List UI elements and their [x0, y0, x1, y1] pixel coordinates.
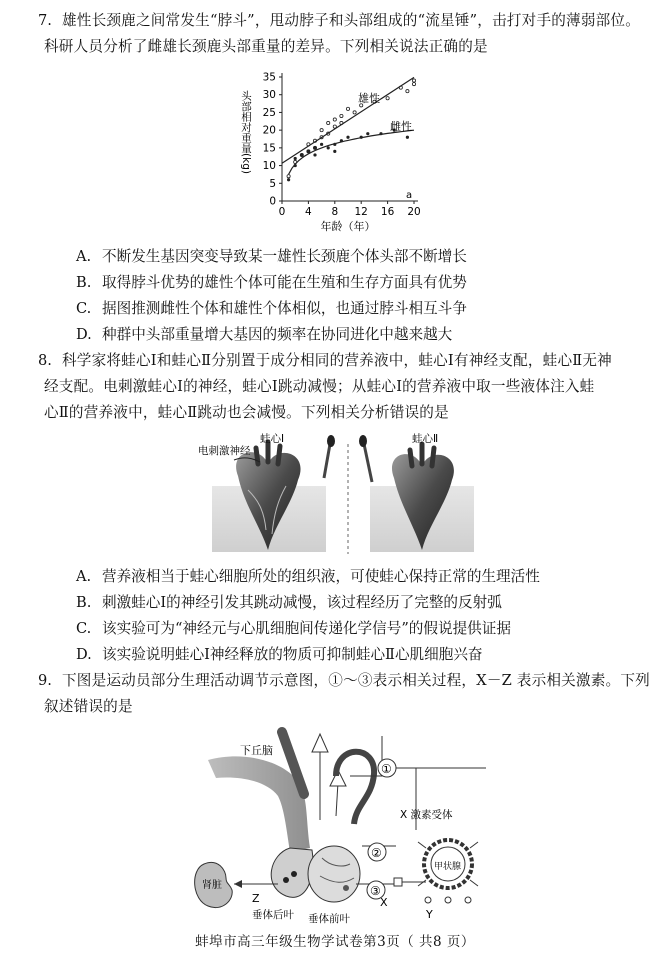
page-footer: 蚌埠市高三年级生物学试卷第3页（ 共8 页） [195, 934, 475, 950]
female-data-point [313, 153, 316, 156]
option-text: 该实验说明蛙心Ⅰ神经释放的物质可抑制蛙心Ⅱ心肌细胞兴奋 [102, 646, 483, 663]
female-data-point [406, 136, 409, 139]
option-text: 取得脖斗优势的雄性个体可能在生殖和生存方面具有优势 [102, 274, 467, 291]
y-tick-label: 5 [269, 177, 276, 190]
series-label-male: 雄性 [358, 92, 380, 105]
x-tick-label: 0 [278, 206, 286, 218]
kidney-label: 肾脏 [202, 880, 222, 891]
male-data-point [340, 114, 343, 117]
option-label: C. [76, 300, 92, 317]
option-text: 营养液相当于蛙心细胞所处的组织液，可使蛙心保持正常的生理活性 [102, 568, 540, 585]
upward-arrow-icon [312, 734, 328, 820]
female-data-point [333, 150, 336, 153]
x-tick-label: 8 [331, 206, 339, 218]
q8-option-b[interactable] [76, 594, 502, 612]
q7-option-c[interactable] [76, 300, 467, 318]
option-text: 种群中头部重量增大基因的频率在协同进化中越来越大 [102, 326, 453, 343]
q9-stem-line2: 叙述错误的是 [44, 698, 133, 715]
x-tick-label: 20 [407, 206, 421, 218]
male-data-point [287, 175, 290, 178]
option-text: 据图推测雌性个体和雄性个体相似，也通过脖斗相互斗争 [102, 300, 467, 317]
female-data-point [287, 178, 290, 181]
female-data-point [300, 153, 303, 156]
option-text: 不断发生基因突变导致某一雄性长颈鹿个体头部不断增长 [102, 248, 467, 265]
receptor-label: X 激素受体 [400, 809, 453, 821]
y-label: Y [426, 908, 433, 921]
y-tick-label: 25 [262, 106, 276, 119]
hypothalamus-label: 下丘脑 [240, 744, 273, 757]
z-label: Z [252, 892, 260, 905]
option-text: 刺激蛙心Ⅰ的神经引发其跳动减慢，该过程经历了完整的反射弧 [102, 594, 502, 611]
q7-stem-line2: 科研人员分析了雌雄长颈鹿头部重量的差异。下列相关说法正确的是 [44, 38, 488, 55]
option-label: A. [76, 568, 92, 585]
x-tick-label: 4 [305, 206, 312, 218]
x-tick-label: 12 [354, 206, 368, 218]
male-data-point [412, 79, 415, 82]
male-data-point [406, 90, 409, 93]
step-1-label: ① [381, 762, 392, 776]
label-stimulate-nerve: 电刺激神经 [198, 445, 251, 457]
male-data-point [327, 121, 330, 124]
female-data-point [327, 146, 330, 149]
q8-stem-line1: 科学家将蛙心Ⅰ和蛙心Ⅱ分别置于成分相同的营养液中，蛙心Ⅰ有神经支配，蛙心Ⅱ无神 [62, 352, 612, 369]
q8-option-c[interactable] [76, 620, 511, 638]
male-data-point [346, 107, 349, 110]
y-tick-label: 35 [262, 71, 276, 84]
chart-annotation: a [406, 190, 413, 201]
anterior-pituitary-label: 垂体前叶 [308, 913, 350, 924]
chart-xlabel: 年龄（年） [320, 220, 376, 233]
q7-option-b[interactable] [76, 274, 467, 292]
female-data-point [346, 136, 349, 139]
female-data-point [313, 146, 316, 149]
label-heart-2: 蛙心Ⅱ [412, 433, 439, 445]
y-tick-label: 20 [262, 124, 276, 137]
dropper-1-icon [324, 435, 335, 478]
female-data-point [366, 132, 369, 135]
label-heart-1: 蛙心Ⅰ [260, 433, 285, 445]
option-label: B. [76, 594, 92, 611]
y-tick-label: 10 [262, 160, 276, 173]
q7-option-d[interactable] [76, 326, 452, 344]
male-data-point [386, 97, 389, 100]
pituitary-anterior-shape [308, 846, 360, 902]
female-data-point [294, 157, 297, 160]
option-label: B. [76, 274, 92, 291]
female-data-point [320, 143, 323, 146]
posterior-pituitary-label: 垂体后叶 [252, 909, 294, 921]
thyroid-label: 甲状腺 [434, 862, 462, 872]
q8-stem-line3: 心Ⅱ的营养液中，蛙心Ⅱ跳动也会减慢。下列相关分析错误的是 [44, 404, 449, 421]
option-text: 该实验可为“神经元与心肌细胞间传递化学信号”的假说提供证据 [102, 620, 511, 637]
female-data-point [307, 150, 310, 153]
hormone-regulation-figure [186, 724, 496, 924]
male-data-point [333, 118, 336, 121]
upward-arrow-icon [330, 770, 346, 816]
step-3-label: ③ [370, 884, 381, 898]
q8-stem-line2: 经支配。电刺激蛙心Ⅰ的神经，蛙心Ⅰ跳动减慢；从蛙心Ⅰ的营养液中取一些液体注入蛙 [44, 378, 595, 395]
option-label: D. [76, 646, 92, 663]
male-data-point [320, 129, 323, 132]
option-label: C. [76, 620, 92, 637]
y-tick-label: 15 [262, 142, 276, 155]
q7-scatter-chart [232, 64, 432, 236]
q9-number: 9. [38, 672, 52, 689]
male-data-point [412, 82, 415, 85]
q7-stem-line1: 雄性长颈鹿之间常发生“脖斗”，甩动脖子和头部组成的“流星锤”，击打对手的薄弱部位。 [62, 12, 641, 29]
option-label: A. [76, 248, 92, 265]
q7-option-a[interactable] [76, 248, 467, 266]
y-tick-label: 0 [269, 195, 276, 208]
option-label: D. [76, 326, 92, 343]
q8-option-a[interactable] [76, 568, 540, 586]
male-data-point [353, 111, 356, 114]
y-tick-label: 30 [262, 89, 276, 102]
q7-number: 7. [38, 12, 52, 29]
frog-heart-figure [198, 430, 480, 554]
q8-number: 8. [38, 352, 52, 369]
x-tick-label: 16 [380, 206, 395, 218]
q8-option-d[interactable] [76, 646, 483, 664]
chart-ylabel: 头部相对重量(kg) [240, 90, 252, 174]
series-label-female: 雌性 [390, 120, 412, 133]
x-label: X [380, 896, 388, 909]
dropper-2-icon [359, 435, 372, 482]
q9-stem-line1: 下图是运动员部分生理活动调节示意图，①～③表示相关过程，X－Z 表示相关激素。下列 [62, 672, 650, 689]
step-2-label: ② [371, 846, 382, 860]
